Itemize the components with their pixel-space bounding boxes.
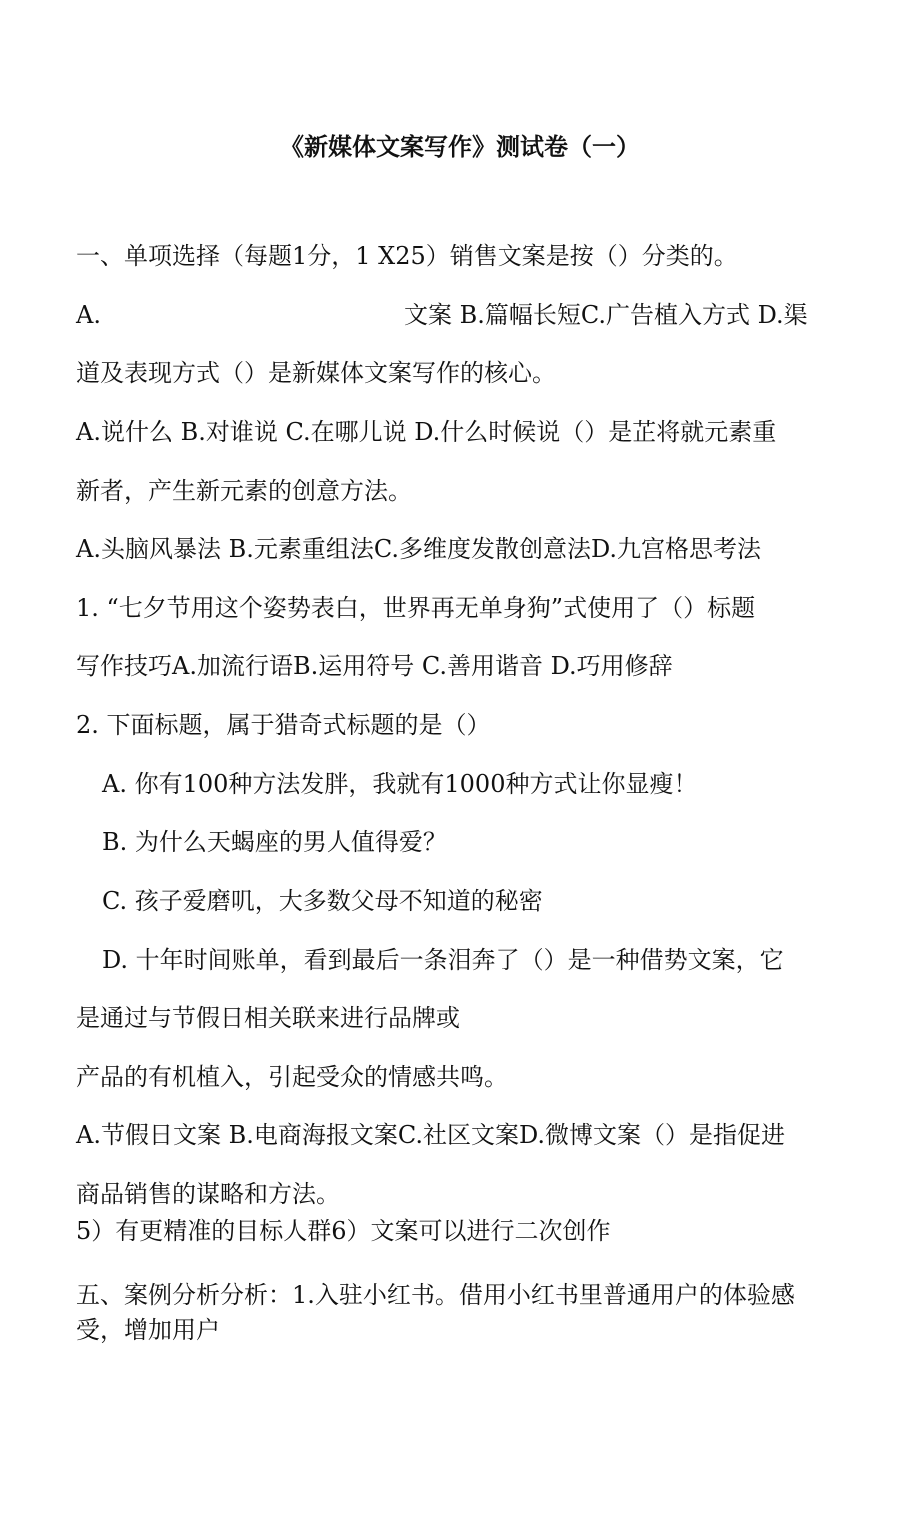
question-3-options: A.头脑风暴法 B.元素重组法C.多维度发散创意法D.九宫格思考法 (76, 535, 762, 563)
question-2-text: 道及表现方式（）是新媒体文案写作的核心。 (76, 359, 556, 387)
document-title: 《新媒体文案写作》测试卷（一） (280, 132, 640, 161)
answer-fragment: 5）有更精准的目标人群6）文案可以进行二次创作 (76, 1217, 611, 1245)
question-4-options: A.节假日文案 B.电商海报文案C.社区文案D.微博文案（）是指促进 (76, 1121, 786, 1149)
question-item-2: 2. 下面标题，属于猎奇式标题的是（） (76, 711, 491, 739)
question-1-options: 文案 B.篇幅长短C.广告植入方式 D.渠 (404, 301, 808, 329)
question-2-options: A.说什么 B.对谁说 C.在哪儿说 D.什么时候说（）是芷将就元素重 (76, 418, 777, 446)
question-1-option-a-letter: A. (76, 301, 101, 329)
section-five-continuation: 受，增加用户 (76, 1316, 220, 1344)
question-item-1: 1. “七夕节用这个姿势表白，世界再无单身狗”式使用了（）标题 (76, 594, 756, 622)
question-item-2-option-b: B. 为什么天蝎座的男人值得爱？ (102, 828, 447, 856)
question-item-2-option-a: A. 你有100种方法发胖，我就有1000种方式让你显瘦！ (102, 770, 698, 798)
question-item-2-option-c: C. 孩子爱磨叽，大多数父母不知道的秘密 (102, 887, 543, 915)
section-one-heading: 一、单项选择（每题1分，1 X25）销售文案是按（）分类的。 (76, 242, 738, 270)
question-3-text: 新者，产生新元素的创意方法。 (76, 477, 412, 505)
question-5-text: 商品销售的谋略和方法。 (76, 1180, 340, 1208)
question-item-2-option-d: D. 十年时间账单，看到最后一条泪奔了（）是一种借势文案，它 (102, 946, 784, 974)
section-five-heading: 五、案例分析分析：1.入驻小红书。借用小红书里普通用户的体验感 (76, 1281, 795, 1309)
question-item-1-options: 写作技巧A.加流行语B.运用符号 C.善用谐音 D.巧用修辞 (76, 652, 673, 680)
question-4-text-line2: 产品的有机植入，引起受众的情感共鸣。 (76, 1063, 508, 1091)
question-4-text-line1: 是通过与节假日相关联来进行品牌或 (76, 1004, 460, 1032)
